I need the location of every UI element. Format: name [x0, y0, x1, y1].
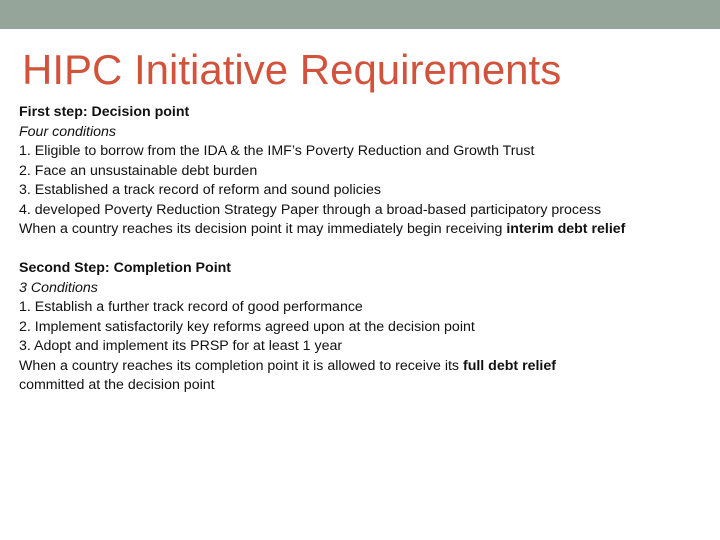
completion-condition-1: 1. Establish a further track record of good performance	[19, 299, 363, 315]
slide-body	[19, 103, 689, 396]
completion-note-emphasis: full debt relief	[462, 357, 556, 374]
completion-subheading: 3 Conditions	[19, 279, 98, 296]
decision-note-text: When a country reaches its decision point it may immediately begin receiving	[19, 221, 507, 237]
completion-condition-3: 3. Adopt and implement its PRSP for at least 1 year	[19, 338, 343, 354]
decision-heading: First step: Decision point	[19, 104, 190, 120]
decision-condition-4: 4. developed Poverty Reduction Strategy Paper through a broad-based participatory process	[19, 201, 602, 218]
completion-note-text: When a country reaches its completion point it is allowed to receive its	[19, 357, 463, 374]
decision-condition-1: 1. Eligible to borrow from the IDA & the IMF’s Poverty Reduction and Growth Trust	[19, 143, 535, 159]
decision-note-emphasis: interim debt relief	[506, 221, 626, 237]
completion-note-continuation: committed at the decision point	[19, 377, 215, 393]
decision-condition-2: 2. Face an unsustainable debt burden	[19, 162, 258, 179]
completion-heading: Second Step: Completion Point	[19, 260, 232, 276]
completion-condition-2: 2. Implement satisfactorily key reforms agreed upon at the decision point	[19, 318, 475, 335]
decision-subheading: Four conditions	[19, 123, 116, 140]
decision-condition-3: 3. Established a track record of reform and sound policies	[19, 182, 381, 198]
decision-note	[19, 220, 689, 240]
top-accent-bar	[0, 0, 720, 29]
section-spacer	[19, 240, 689, 260]
completion-note	[19, 357, 689, 377]
slide-title: HIPC Initiative Requirements	[22, 46, 562, 93]
